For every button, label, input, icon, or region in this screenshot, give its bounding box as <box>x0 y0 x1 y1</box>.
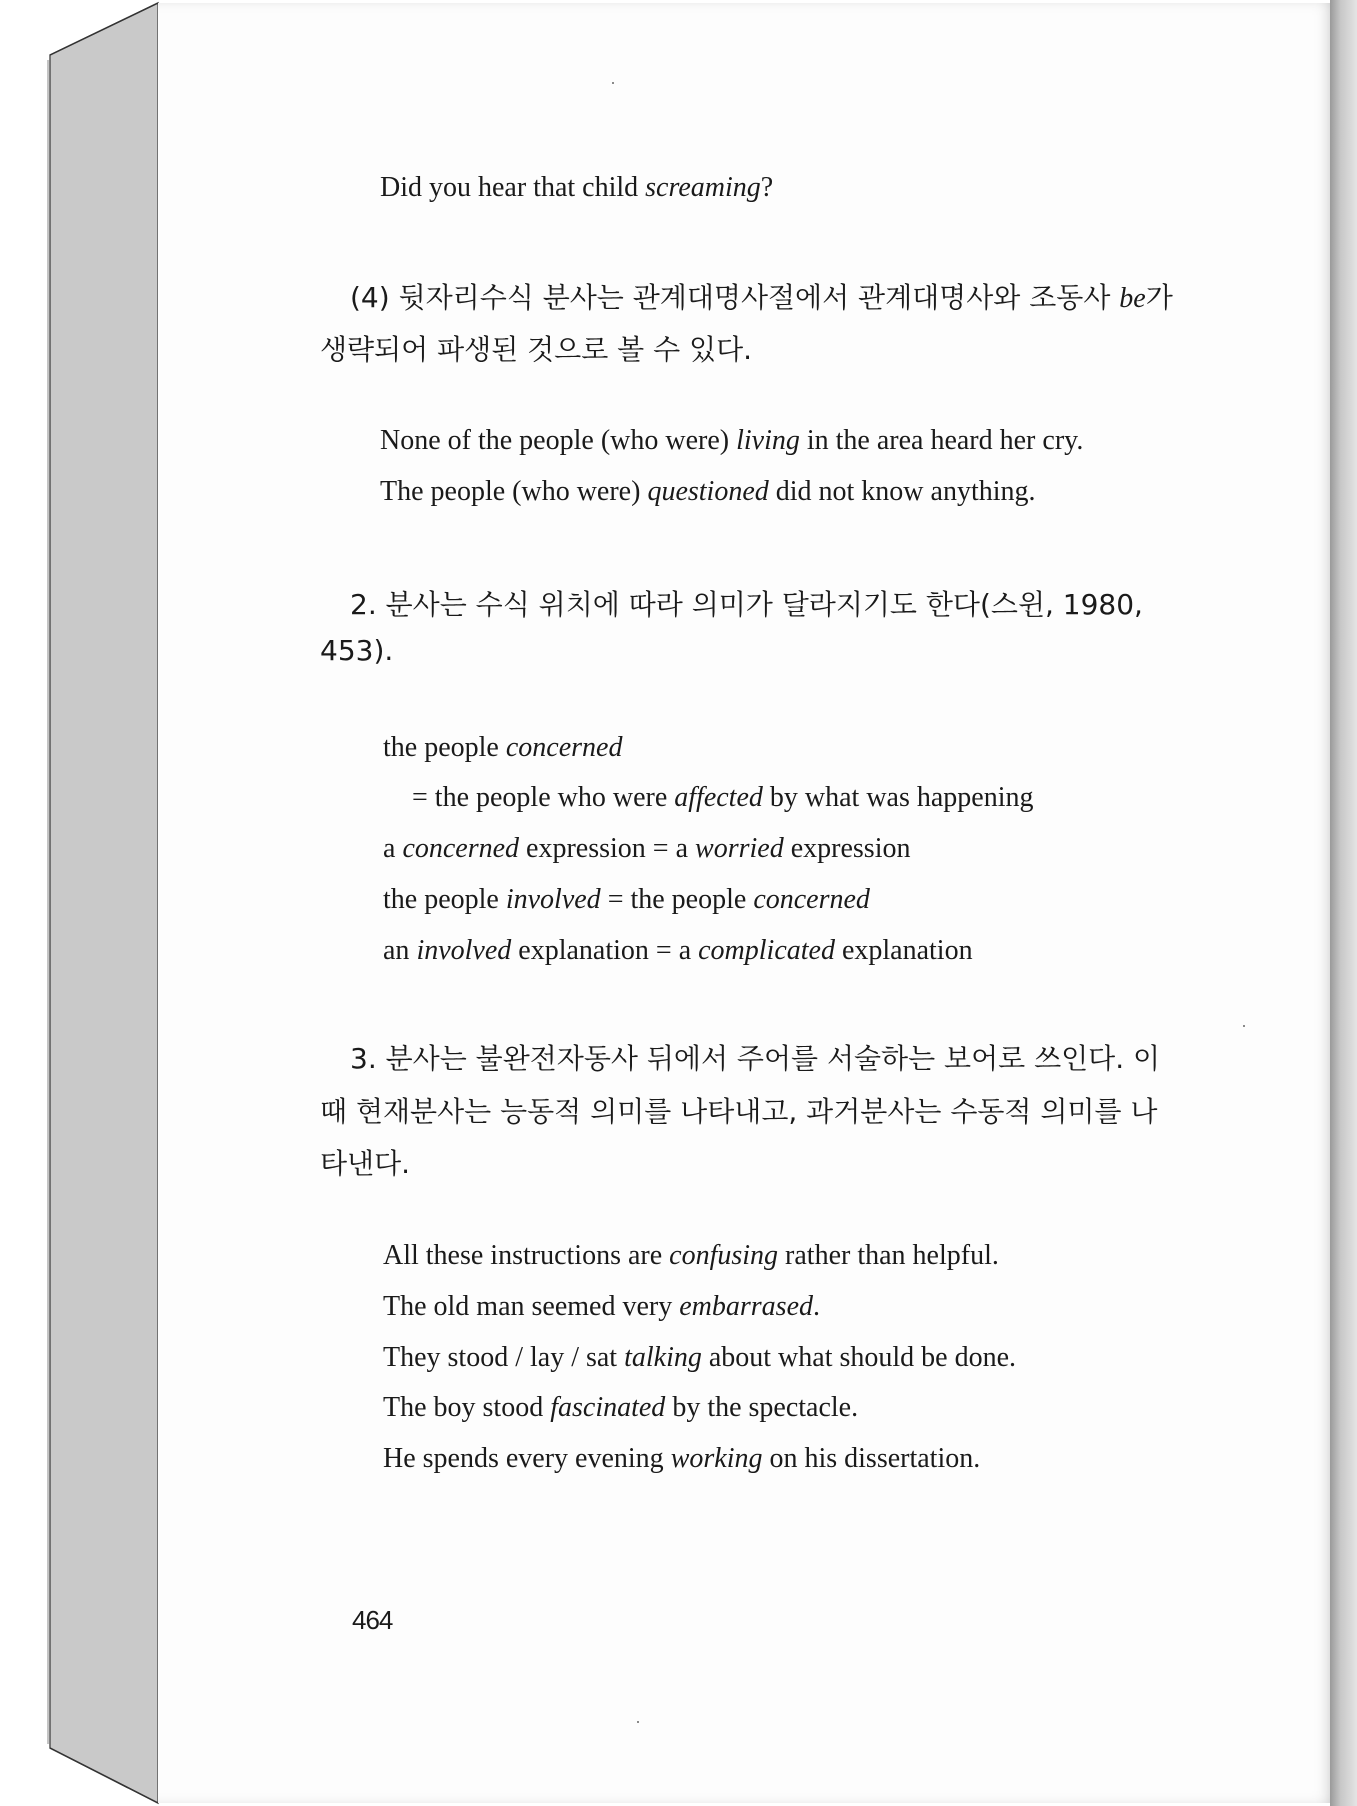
section-4-paragraph-line1: (4) 뒷자리수식 분사는 관계대명사절에서 관계대명사와 조동사 be가 <box>350 281 1173 314</box>
section-2-heading-line1: 2. 분사는 수식 위치에 따라 의미가 달라지기도 한다(스윈, 1980, <box>350 588 1143 621</box>
example-sentence: The people (who were) questioned did not know anything. <box>380 476 1036 507</box>
example-sentence: the people involved = the people concerned <box>383 884 870 915</box>
example-sentence: None of the people (who were) living in the area heard her cry. <box>380 425 1084 456</box>
example-sentence: He spends every evening working on his dissertation. <box>383 1443 981 1474</box>
section-3-paragraph-line1: 3. 분사는 불완전자동사 뒤에서 주어를 서술하는 보어로 쓰인다. 이 <box>350 1042 1161 1075</box>
example-sentence: a concerned expression = a worried expression <box>383 833 911 864</box>
example-sentence: Did you hear that child screaming? <box>380 172 774 203</box>
example-sentence: = the people who were affected by what was happening <box>412 782 1034 813</box>
scan-speck <box>1243 1025 1245 1027</box>
example-sentence: The boy stood fascinated by the spectacle. <box>383 1392 859 1423</box>
scan-speck <box>612 82 614 84</box>
example-sentence: an involved explanation = a complicated explanation <box>383 935 973 966</box>
page-number: 464 <box>352 1605 393 1635</box>
example-sentence: the people concerned <box>383 732 623 763</box>
example-sentence: The old man seemed very embarrased. <box>383 1291 820 1322</box>
page-edge-shadow <box>1330 0 1357 1806</box>
section-3-paragraph-line2: 때 현재분사는 능동적 의미를 나타내고, 과거분사는 수동적 의미를 나 <box>320 1095 1158 1128</box>
example-sentence: They stood / lay / sat talking about what should be done. <box>383 1342 1017 1373</box>
scan-speck <box>637 1721 639 1723</box>
section-4-paragraph-line2: 생략되어 파생된 것으로 볼 수 있다. <box>320 333 753 366</box>
section-2-heading-line2: 453). <box>320 634 394 667</box>
section-3-paragraph-line3: 타낸다. <box>320 1147 411 1180</box>
example-sentence: All these instructions are confusing rather than helpful. <box>383 1240 999 1271</box>
